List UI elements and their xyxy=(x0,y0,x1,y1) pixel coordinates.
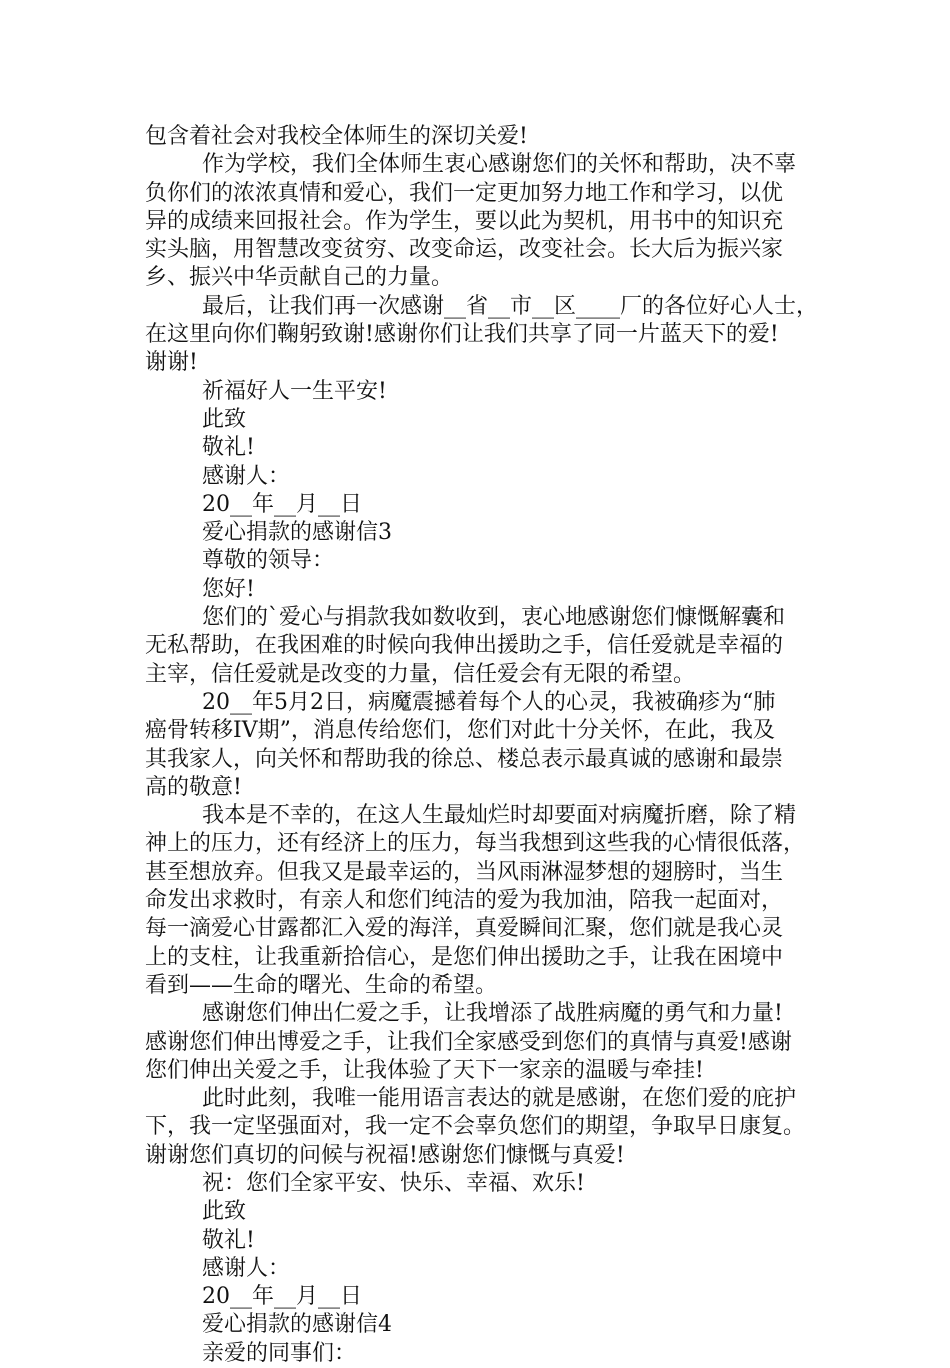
text-line: 实头脑，用智慧改变贫穷、改变命运，改变社会。长大后为振兴家 xyxy=(145,237,784,263)
text-line: 此致 xyxy=(202,1199,247,1225)
text-line: 感谢人： xyxy=(202,463,291,489)
text-line: 看到——生命的曙光、生命的希望。 xyxy=(145,972,498,998)
text-line: 感谢您们伸出仁爱之手，让我增添了战胜病魔的勇气和力量! xyxy=(202,1001,783,1027)
text-line: 包含着社会对我校全体师生的深切关爱! xyxy=(145,124,528,149)
text-line: 命发出求救时，有亲人和您们纯洁的爱为我加油，陪我一起面对， xyxy=(145,888,784,914)
text-line: 我本是不幸的，在这人生最灿烂时却要面对病魔折磨，除了精 xyxy=(202,803,797,829)
text-line: 无私帮助，在我困难的时候向我伸出援助之手，信任爱就是幸福的 xyxy=(145,633,784,659)
text-line: 谢谢! xyxy=(145,350,198,376)
text-line: 爱心捐款的感谢信3 xyxy=(202,520,392,546)
text-line: 神上的压力，还有经济上的压力，每当我想到这些我的心情很低落， xyxy=(145,831,806,857)
text-line: 您们伸出关爱之手，让我体验了天下一家亲的温暖与牵挂! xyxy=(145,1057,704,1083)
text-line: 高的敬意! xyxy=(145,774,242,800)
text-line: 主宰，信任爱就是改变的力量，信任爱会有无限的希望。 xyxy=(145,661,696,687)
text-line: 敬礼! xyxy=(202,435,255,461)
text-line: 20__年__月__日 xyxy=(202,491,362,517)
text-line: 癌骨转移IV期”，消息传给您们，您们对此十分关怀，在此，我及 xyxy=(145,718,775,744)
text-line: 尊敬的领导： xyxy=(202,548,335,574)
text-line: 您好! xyxy=(202,576,255,602)
text-line: 爱心捐款的感谢信4 xyxy=(202,1312,392,1338)
text-line: 其我家人，向关怀和帮助我的徐总、楼总表示最真诚的感谢和最崇 xyxy=(145,746,784,772)
text-line: 上的支柱，让我重新拾信心，是您们伸出援助之手，让我在困境中 xyxy=(145,944,784,970)
text-line: 作为学校，我们全体师生衷心感谢您们的关怀和帮助，决不辜 xyxy=(202,152,797,178)
text-line: 在这里向你们鞠躬致谢!感谢你们让我们共享了同一片蓝天下的爱! xyxy=(145,322,779,348)
text-line: 最后，让我们再一次感谢__省__市__区____厂的各位好心人士， xyxy=(202,293,819,319)
text-line: 亲爱的同事们： xyxy=(202,1340,357,1366)
text-line: 乡、振兴中华贡献自己的力量。 xyxy=(145,265,454,291)
text-line: 此时此刻，我唯一能用语言表达的就是感谢，在您们爱的庇护 xyxy=(202,1086,797,1112)
text-line: 20__年__月__日 xyxy=(202,1284,362,1310)
text-line: 下，我一定坚强面对，我一定不会辜负您们的期望，争取早日康复。 xyxy=(145,1114,806,1140)
document-body xyxy=(145,123,825,1368)
text-line: 每一滴爱心甘露都汇入爱的海洋，真爱瞬间汇聚，您们就是我心灵 xyxy=(145,916,784,942)
text-line: 甚至想放弃。但我又是最幸运的，当风雨淋湿梦想的翅膀时，当生 xyxy=(145,859,784,885)
text-line: 异的成绩来回报社会。作为学生，要以此为契机，用书中的知识充 xyxy=(145,208,784,234)
text-line: 谢谢您们真切的问候与祝福!感谢您们慷慨与真爱! xyxy=(145,1142,625,1168)
text-line: 祝：您们全家平安、快乐、幸福、欢乐! xyxy=(202,1170,585,1196)
text-line: 感谢您们伸出博爱之手，让我们全家感受到您们的真情与真爱!感谢 xyxy=(145,1029,792,1055)
text-line: 敬礼! xyxy=(202,1227,255,1253)
text-line: 您们的`爱心与捐款我如数收到，衷心地感谢您们慷慨解囊和 xyxy=(202,605,786,631)
text-line: 此致 xyxy=(202,406,247,432)
text-line: 感谢人： xyxy=(202,1255,291,1281)
text-line: 祈福好人一生平安! xyxy=(202,378,387,404)
text-line: 负你们的浓浓真情和爱心，我们一定更加努力地工作和学习，以优 xyxy=(145,180,784,206)
text-line: 20__年5月2日，病魔震撼着每个人的心灵，我被确疹为“肺 xyxy=(202,689,776,715)
